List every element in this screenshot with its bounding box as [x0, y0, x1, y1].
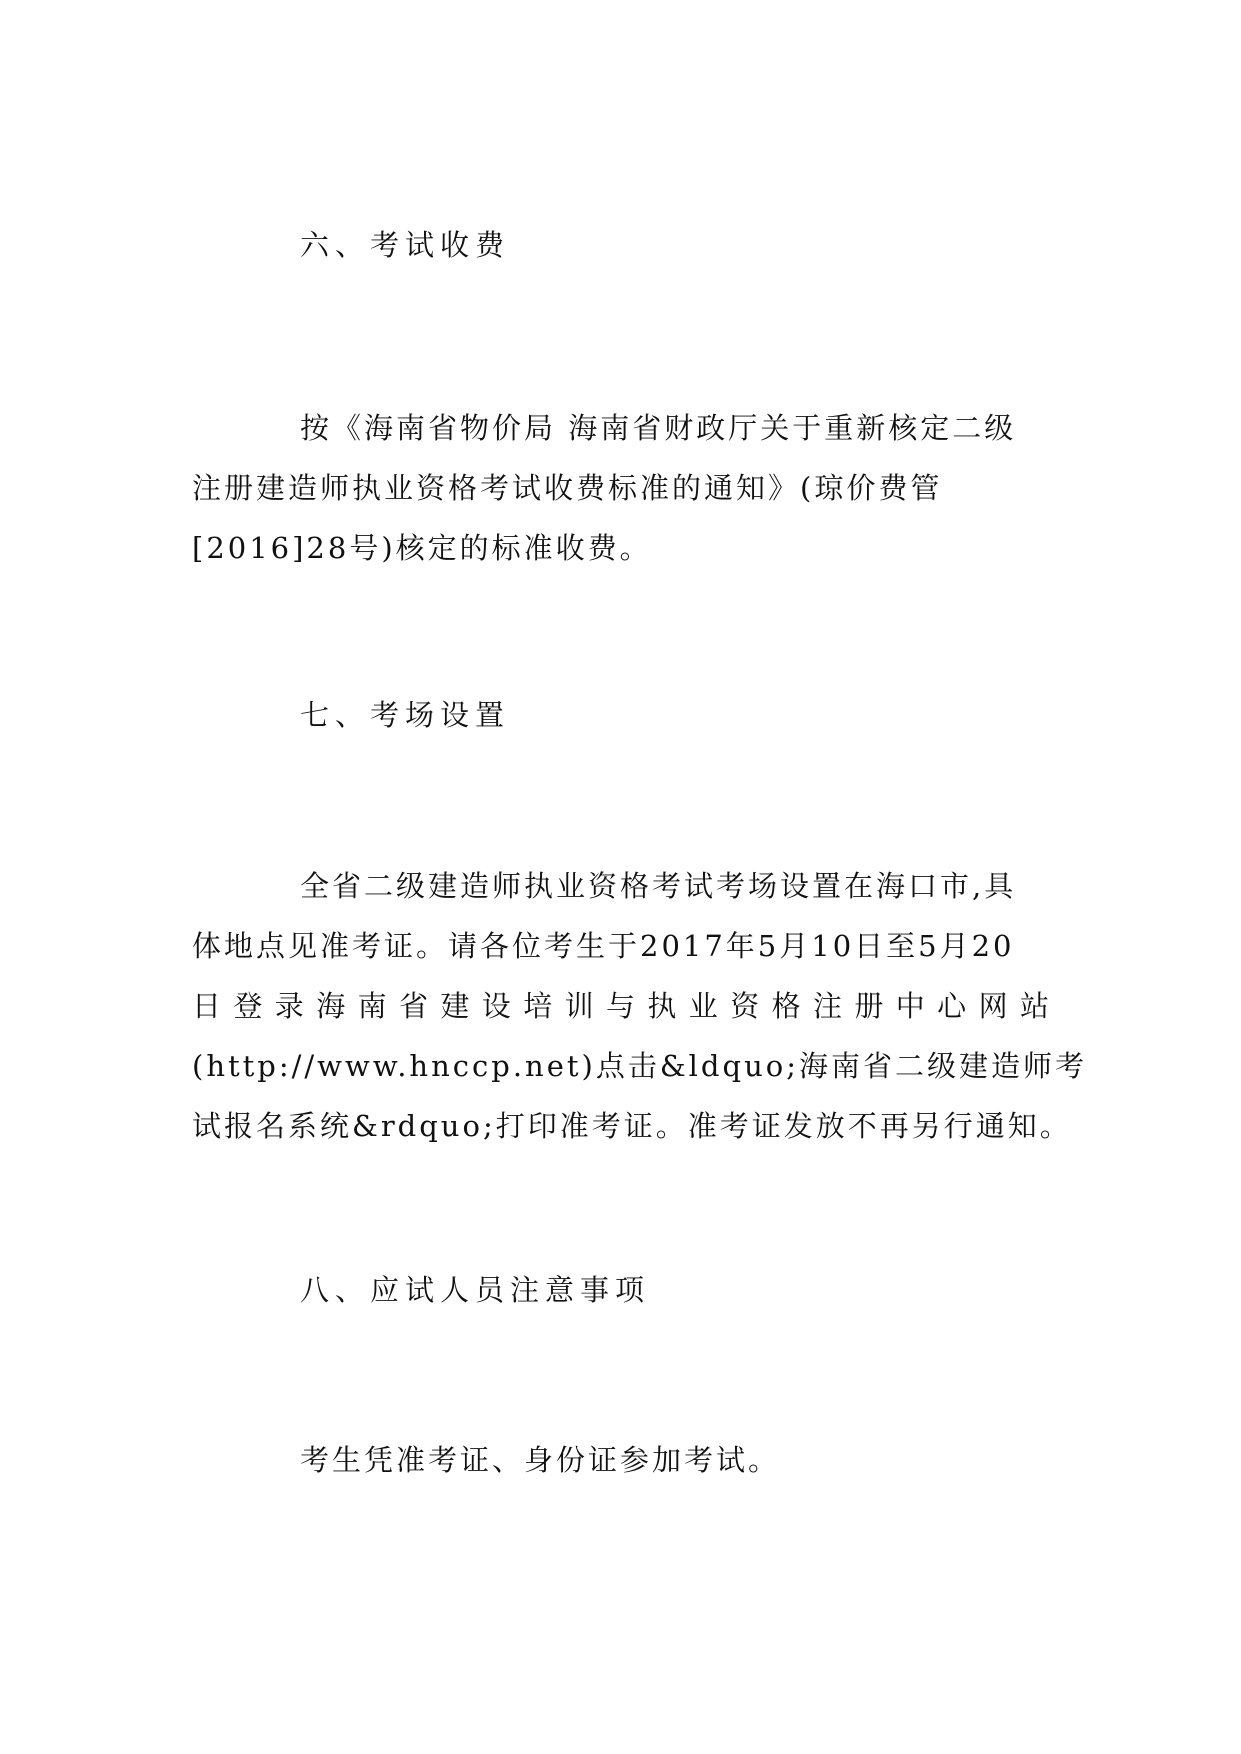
- paragraph-line: 体地点见准考证。请各位考生于2017年5月10日至5月20: [192, 929, 1015, 963]
- paragraph-line: 注册建造师执业资格考试收费标准的通知》(琼价费管: [192, 471, 943, 505]
- paragraph-line: 考生凭准考证、身份证参加考试。: [300, 1443, 781, 1477]
- paragraph-line: 日登录海南省建设培训与执业资格注册中心网站: [192, 989, 1052, 1023]
- paragraph-line: 按《海南省物价局 海南省财政厅关于重新核定二级: [300, 411, 1017, 445]
- section-body-fees: [192, 398, 1052, 578]
- section-body-venue: [192, 856, 1087, 1156]
- section-heading-fees: 六、考试收费: [300, 228, 511, 262]
- paragraph-line: [2016]28号)核定的标准收费。: [192, 531, 652, 565]
- paragraph-line: 试报名系统&rdquo;打印准考证。准考证发放不再另行通知。: [192, 1109, 1072, 1143]
- section-body-notes: [192, 1430, 1052, 1490]
- paragraph-line: 全省二级建造师执业资格考试考场设置在海口市,具: [300, 869, 1017, 903]
- section-heading-venue: 七、考场设置: [300, 698, 511, 732]
- section-heading-notes: 八、应试人员注意事项: [300, 1273, 651, 1307]
- paragraph-line: (http://www.hnccp.net)点击&ldquo;海南省二级建造师考: [192, 1049, 1087, 1083]
